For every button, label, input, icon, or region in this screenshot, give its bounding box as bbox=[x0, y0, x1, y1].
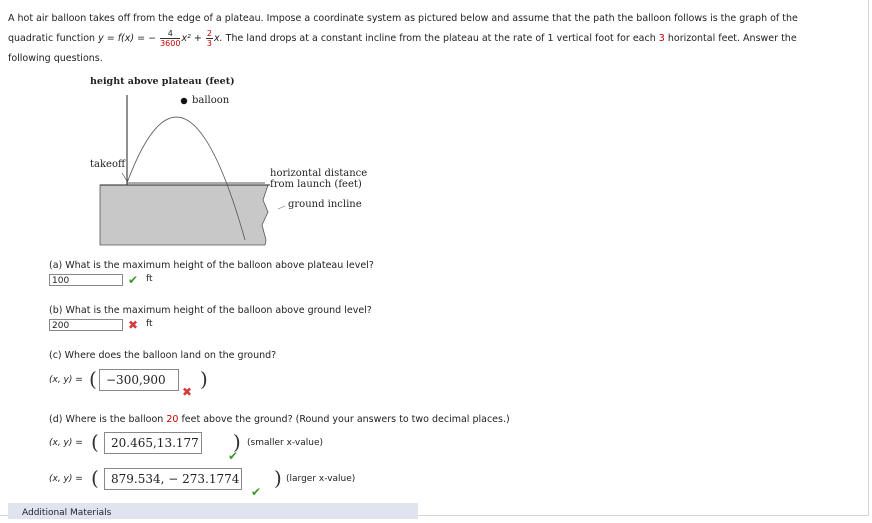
close-paren: ) bbox=[200, 367, 208, 391]
problem-statement bbox=[8, 9, 858, 69]
coord-label-d2: (x, y) = bbox=[49, 474, 83, 484]
question-d: (d) Where is the balloon 20 feet above the ground? (Round your answers to two decimal places.) bbox=[49, 414, 510, 425]
correct-check-icon: ✔ bbox=[128, 273, 139, 287]
answer-d1-input[interactable]: 20.465,13.177 bbox=[104, 432, 202, 454]
additional-materials-bar[interactable]: Additional Materials bbox=[8, 503, 418, 519]
fraction-4-3600: $\frac{4}{3600}$ bbox=[160, 29, 181, 48]
ground-incline-shape bbox=[100, 185, 268, 245]
balloon-label: balloon bbox=[192, 95, 230, 106]
open-paren: ( bbox=[91, 430, 99, 454]
note-d1: (smaller x-value) bbox=[247, 438, 324, 448]
y-axis-label: height above plateau (feet) bbox=[90, 76, 235, 87]
unit-a: ft bbox=[146, 274, 153, 284]
incorrect-x-icon: ✖ bbox=[182, 385, 193, 399]
coord-label-d1: (x, y) = bbox=[49, 438, 83, 448]
coord-label-c: (x, y) = bbox=[49, 375, 83, 385]
answer-a-input[interactable]: 100 bbox=[49, 274, 123, 286]
intro-line-2: quadratic function y = f(x) = − $\frac{4}{3600}$ x² + $\frac{2}{3}$ x. The land drops at a constant incline from the plateau at the rate of 1 vertical foot for each 3 horizontal feet. Answer the bbox=[8, 29, 797, 48]
note-d2: (larger x-value) bbox=[286, 474, 356, 484]
answer-b-input[interactable]: 200 bbox=[49, 319, 123, 331]
close-paren: ) bbox=[233, 430, 241, 454]
balloon-diagram bbox=[80, 70, 380, 255]
x-axis-label: horizontal distance from launch (feet) bbox=[270, 168, 368, 190]
takeoff-label: takeoff bbox=[90, 159, 126, 170]
open-paren: ( bbox=[91, 466, 99, 490]
balloon-dot bbox=[181, 98, 187, 104]
incline-label: ground incline bbox=[288, 199, 362, 210]
close-paren: ) bbox=[274, 466, 282, 490]
answer-d2-input[interactable]: 879.534, − 273.1774 bbox=[104, 468, 242, 490]
question-c: (c) Where does the balloon land on the ground? bbox=[49, 350, 277, 361]
correct-check-icon: ✔ bbox=[251, 485, 262, 499]
open-paren: ( bbox=[89, 367, 97, 391]
unit-b: ft bbox=[146, 319, 153, 329]
question-a: (a) What is the maximum height of the balloon above plateau level? bbox=[49, 260, 374, 271]
incorrect-x-icon: ✖ bbox=[128, 318, 139, 332]
answer-c-input[interactable]: −300,900 bbox=[99, 369, 179, 391]
fraction-2-3: $\frac{2}{3}$ bbox=[206, 29, 212, 48]
intro-line-1: A hot air balloon takes off from the edge of a plateau. Impose a coordinate system as pictured below and assume that the path the balloon follows is the graph of the bbox=[8, 13, 798, 24]
question-b: (b) What is the maximum height of the balloon above ground level? bbox=[49, 305, 372, 316]
correct-check-icon: ✔ bbox=[228, 449, 239, 463]
intro-line-3: following questions. bbox=[8, 53, 103, 64]
